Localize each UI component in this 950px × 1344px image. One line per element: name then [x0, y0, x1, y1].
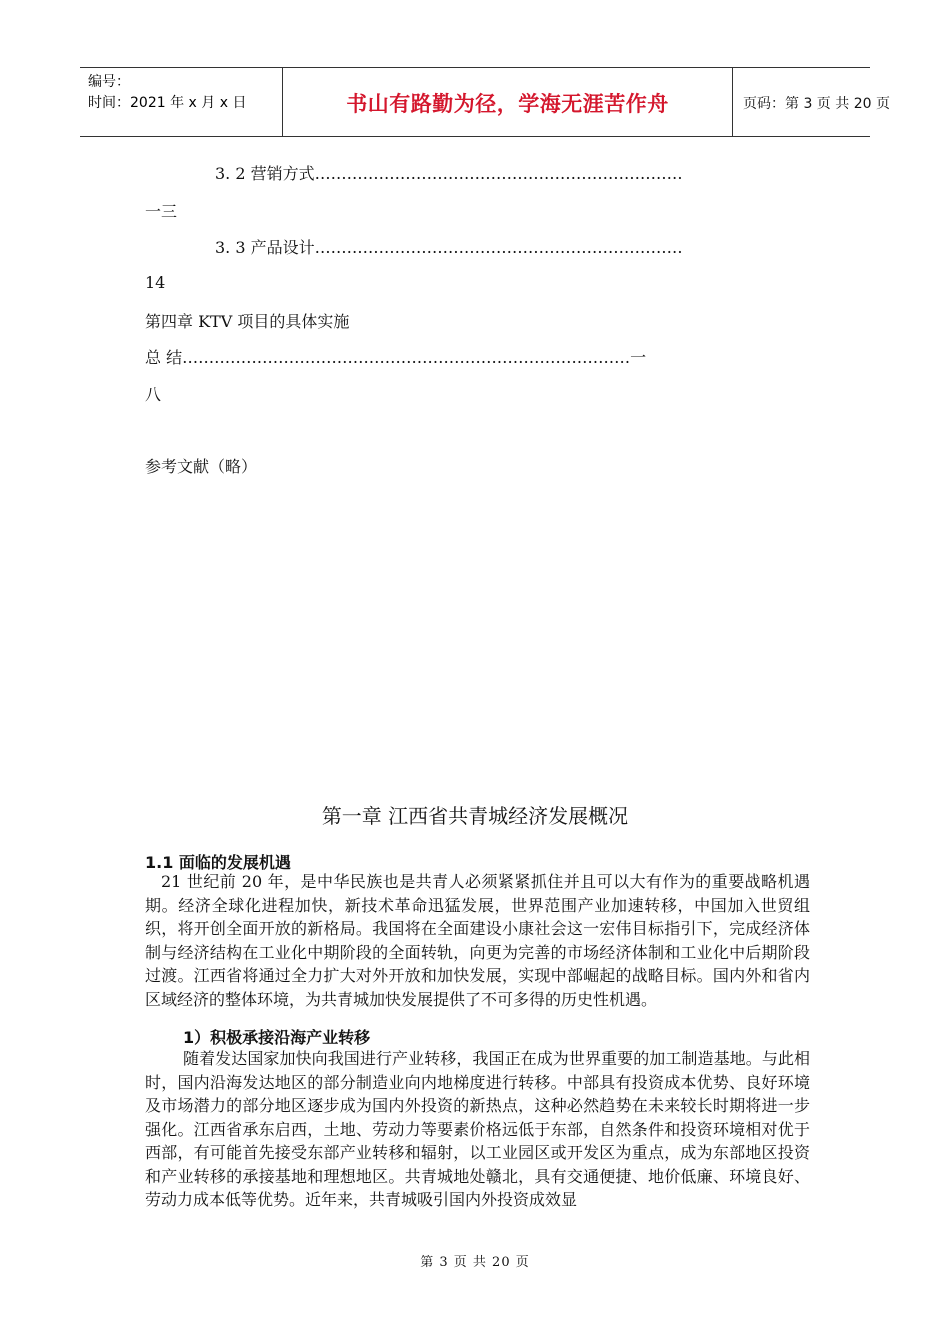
paragraph-coastal-transfer: 随着发达国家加快向我国进行产业转移，我国正在成为世界重要的加工制造基地。与此相时，国内沿海发达地区的部分制造业向内地梯度进行转移。中部具有投资成本优势、良好环境及市场潜力的部分地区逐步成为国内外投资的新热点，这种必然趋势在未来较长时期将进一步强化。江西省承东启西，土地、劳动力等要素价格远低于东部，自然条件和投资环境相对优于西部，有可能首先接受东部产业转移和辐射，以工业园区或开发区为重点，成为东部地区投资和产业转移的承接基地和理想地区。共青城地处赣北，具有交通便捷、地价低廉、环境良好、劳动力成本低等优势。近年来，共青城吸引国内外投资成效显 [145, 1049, 810, 1209]
paragraph-opportunities: 21 世纪前 20 年，是中华民族也是共青人必须紧紧抓住并且可以大有作为的重要战略机遇期。经济全球化进程加快，新技术革命迅猛发展，世界范围产业加速转移，中国加入世贸组织，将开创全面开放的新格局。我国将在全面建设小康社会这一宏伟目标指引下，完成经济体制与经济结构在工业化中期阶段的全面转轨，向更为完善的市场经济体制和工业化中后期阶段过渡。江西省将通过全力扩大对外开放和加快发展，实现中部崛起的战略目标。国内外和省内区域经济的整体环境，为共青城加快发展提供了不可多得的历史性机遇。 [145, 872, 810, 1009]
document-date-label: 时间：2021 年 x 月 x 日 [88, 95, 247, 111]
chapter-title: 第一章 江西省共青城经济发展概况 [321, 804, 629, 828]
header-page-info: 页码：第 3 页 共 20 页 [743, 96, 890, 112]
header-motto: 书山有路勤为径，学海无涯苦作舟 [346, 92, 669, 116]
toc-entry-summary-page: 八 [145, 385, 162, 404]
header-page-cell [733, 68, 890, 136]
toc-entry-summary: 总 结…………………………………………………………………………一 [145, 348, 647, 367]
toc-entry-references: 参考文献（略） [145, 457, 258, 476]
toc-entry-3-3: 3. 3 产品设计…………………………………………………………… [215, 238, 683, 257]
document-number-label: 编号： [88, 74, 130, 90]
section-heading-1-1: 1.1 面临的发展机遇 [145, 853, 291, 872]
subheading-coastal-transfer: 1）积极承接沿海产业转移 [183, 1028, 371, 1047]
toc-entry-chapter-4: 第四章 KTV 项目的具体实施 [145, 312, 350, 331]
toc-entry-3-2-page: 一三 [145, 202, 178, 221]
header-motto-cell [283, 68, 733, 136]
header-meta-cell [80, 68, 283, 136]
page-header [80, 67, 890, 137]
toc-entry-3-3-page: 14 [145, 273, 166, 292]
toc-entry-3-2: 3. 2 营销方式…………………………………………………………… [215, 164, 683, 183]
page-footer: 第 3 页 共 20 页 [420, 1255, 530, 1270]
